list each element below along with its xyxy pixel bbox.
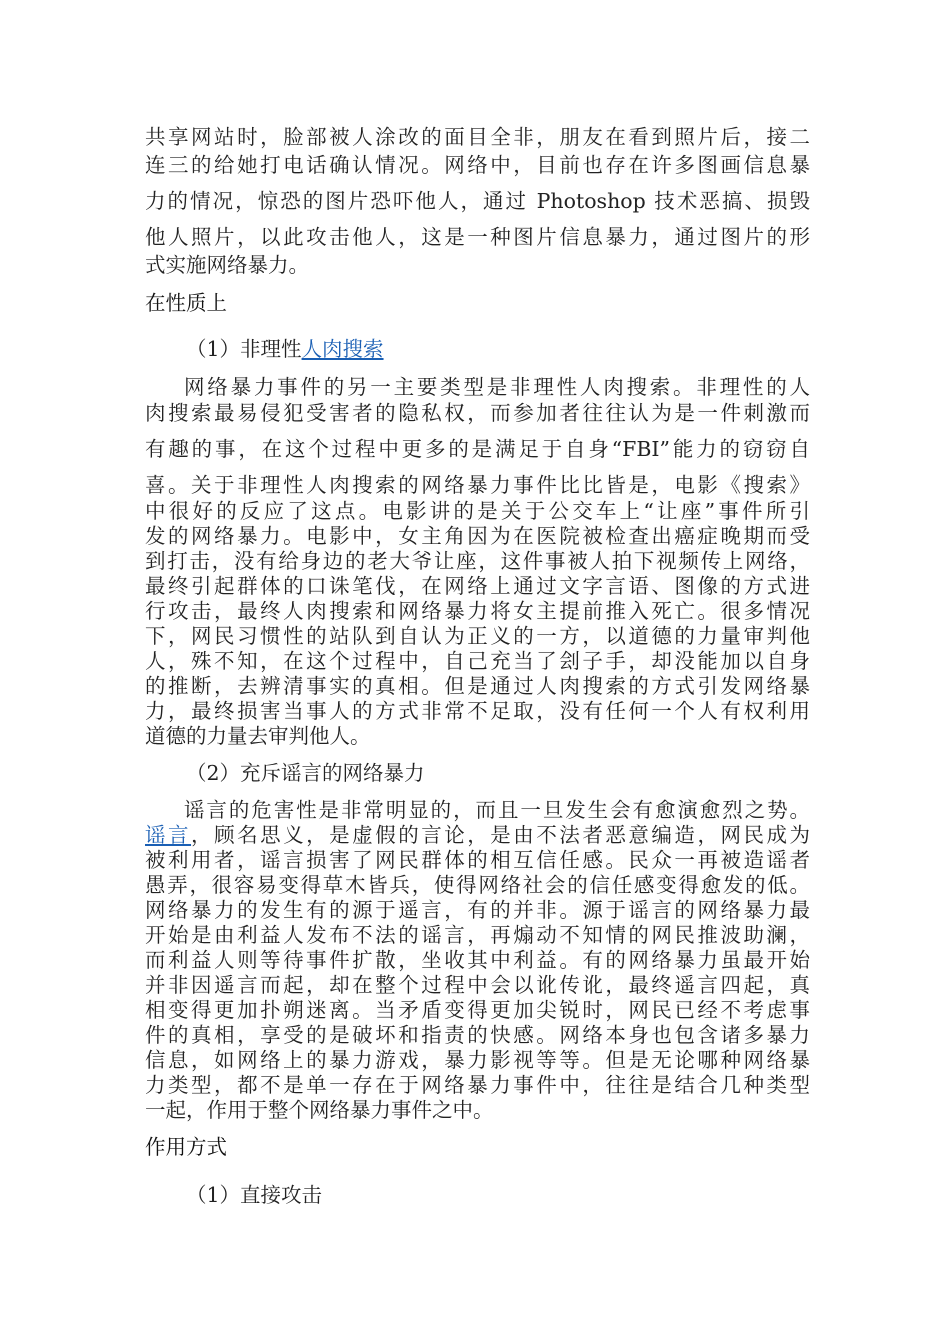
subheading: （2）充斥谣言的网络暴力 bbox=[186, 761, 425, 785]
paragraph-line: 愚弄，很容易变得草木皆兵，使得网络社会的信任感变得愈发的低。 bbox=[145, 873, 810, 897]
paragraph-line bbox=[145, 822, 810, 848]
paragraph-line: 一起，作用于整个网络暴力事件之中。 bbox=[145, 1098, 494, 1122]
paragraph-line: 到打击，没有给身边的老大爷让座，这件事被人拍下视频传上网络， bbox=[145, 549, 810, 573]
section-heading: 在性质上 bbox=[145, 291, 227, 315]
section-heading: 作用方式 bbox=[145, 1135, 227, 1159]
paragraph-line: 道德的力量去审判他人。 bbox=[145, 724, 371, 748]
paragraph-line: 有趣的事，在这个过程中更多的是满足于自身“FBI”能力的窃窃自 bbox=[145, 437, 810, 461]
paragraph-line: 信息，如网络上的暴力游戏，暴力影视等等。但是无论哪种网络暴 bbox=[145, 1048, 810, 1072]
paragraph-line: 的推断，去辨清事实的真相。但是通过人肉搜索的方式引发网络暴 bbox=[145, 674, 810, 698]
subheading bbox=[186, 336, 851, 362]
paragraph-line: 喜。关于非理性人肉搜索的网络暴力事件比比皆是，电影《搜索》 bbox=[145, 473, 810, 497]
paragraph-line: 网络暴力事件的另一主要类型是非理性人肉搜索。非理性的人 bbox=[184, 375, 810, 399]
paragraph-line: 共享网站时，脸部被人涂改的面目全非，朋友在看到照片后，接二 bbox=[145, 125, 810, 149]
paragraph-line: 件的真相，享受的是破坏和指责的快感。网络本身也包含诸多暴力 bbox=[145, 1023, 810, 1047]
subheading-label: （1）非理性 bbox=[186, 337, 302, 361]
paragraph-line: 连三的给她打电话确认情况。网络中，目前也存在许多图画信息暴 bbox=[145, 153, 810, 177]
rumor-link[interactable]: 谣言 bbox=[145, 823, 192, 847]
paragraph-line: 人，殊不知，在这个过程中，自己充当了刽子手，却没能加以自身 bbox=[145, 649, 810, 673]
paragraph-line: 力的情况，惊恐的图片恐吓他人，通过 Photoshop 技术恶搞、损毁 bbox=[145, 189, 810, 213]
paragraph-line: 发的网络暴力。电影中，女主角因为在医院被检查出癌症晚期而受 bbox=[145, 524, 810, 548]
paragraph-line: 并非因遥言而起，却在整个过程中会以讹传讹，最终遥言四起，真 bbox=[145, 973, 810, 997]
paragraph-line: 他人照片，以此攻击他人，这是一种图片信息暴力，通过图片的形 bbox=[145, 225, 810, 249]
paragraph-line: 下，网民习惯性的站队到自认为正义的一方，以道德的力量审判他 bbox=[145, 624, 810, 648]
paragraph-line: 网络暴力的发生有的源于遥言，有的并非。源于谣言的网络暴力最 bbox=[145, 898, 810, 922]
paragraph-line: 被利用者，谣言损害了网民群体的相互信任感。民众一再被造谣者 bbox=[145, 848, 810, 872]
paragraph-line: 肉搜索最易侵犯受害者的隐私权，而参加者往往认为是一件刺激而 bbox=[145, 401, 810, 425]
paragraph-line: 行攻击，最终人肉搜索和网络暴力将女主提前推入死亡。很多情况 bbox=[145, 599, 810, 623]
paragraph-line: 力类型，都不是单一存在于网络暴力事件中，往往是结合几种类型 bbox=[145, 1073, 810, 1097]
paragraph-line: 谣言的危害性是非常明显的，而且一旦发生会有愈演愈烈之势。 bbox=[184, 798, 810, 822]
paragraph-line: 而利益人则等待事件扩散，坐收其中利益。有的网络暴力虽最开始 bbox=[145, 948, 810, 972]
subheading: （1）直接攻击 bbox=[186, 1183, 323, 1207]
paragraph-line: 相变得更加扑朔迷离。当矛盾变得更加尖锐时，网民已经不考虑事 bbox=[145, 998, 810, 1022]
paragraph-line: 开始是由利益人发布不法的谣言，再煽动不知情的网民推波助澜， bbox=[145, 923, 810, 947]
paragraph-line: 最终引起群体的口诛笔伐，在网络上通过文字言语、图像的方式进 bbox=[145, 574, 810, 598]
paragraph-line: 中很好的反应了这点。电影讲的是关于公交车上“让座”事件所引 bbox=[145, 499, 810, 523]
paragraph-line: 式实施网络暴力。 bbox=[145, 253, 309, 277]
paragraph-text: ，顾名思义，是虚假的言论，是由不法者恶意编造，网民成为 bbox=[191, 823, 811, 847]
search-link[interactable]: 人肉搜索 bbox=[301, 337, 384, 361]
paragraph-line: 力，最终损害当事人的方式非常不足取，没有任何一个人有权利用 bbox=[145, 699, 810, 723]
